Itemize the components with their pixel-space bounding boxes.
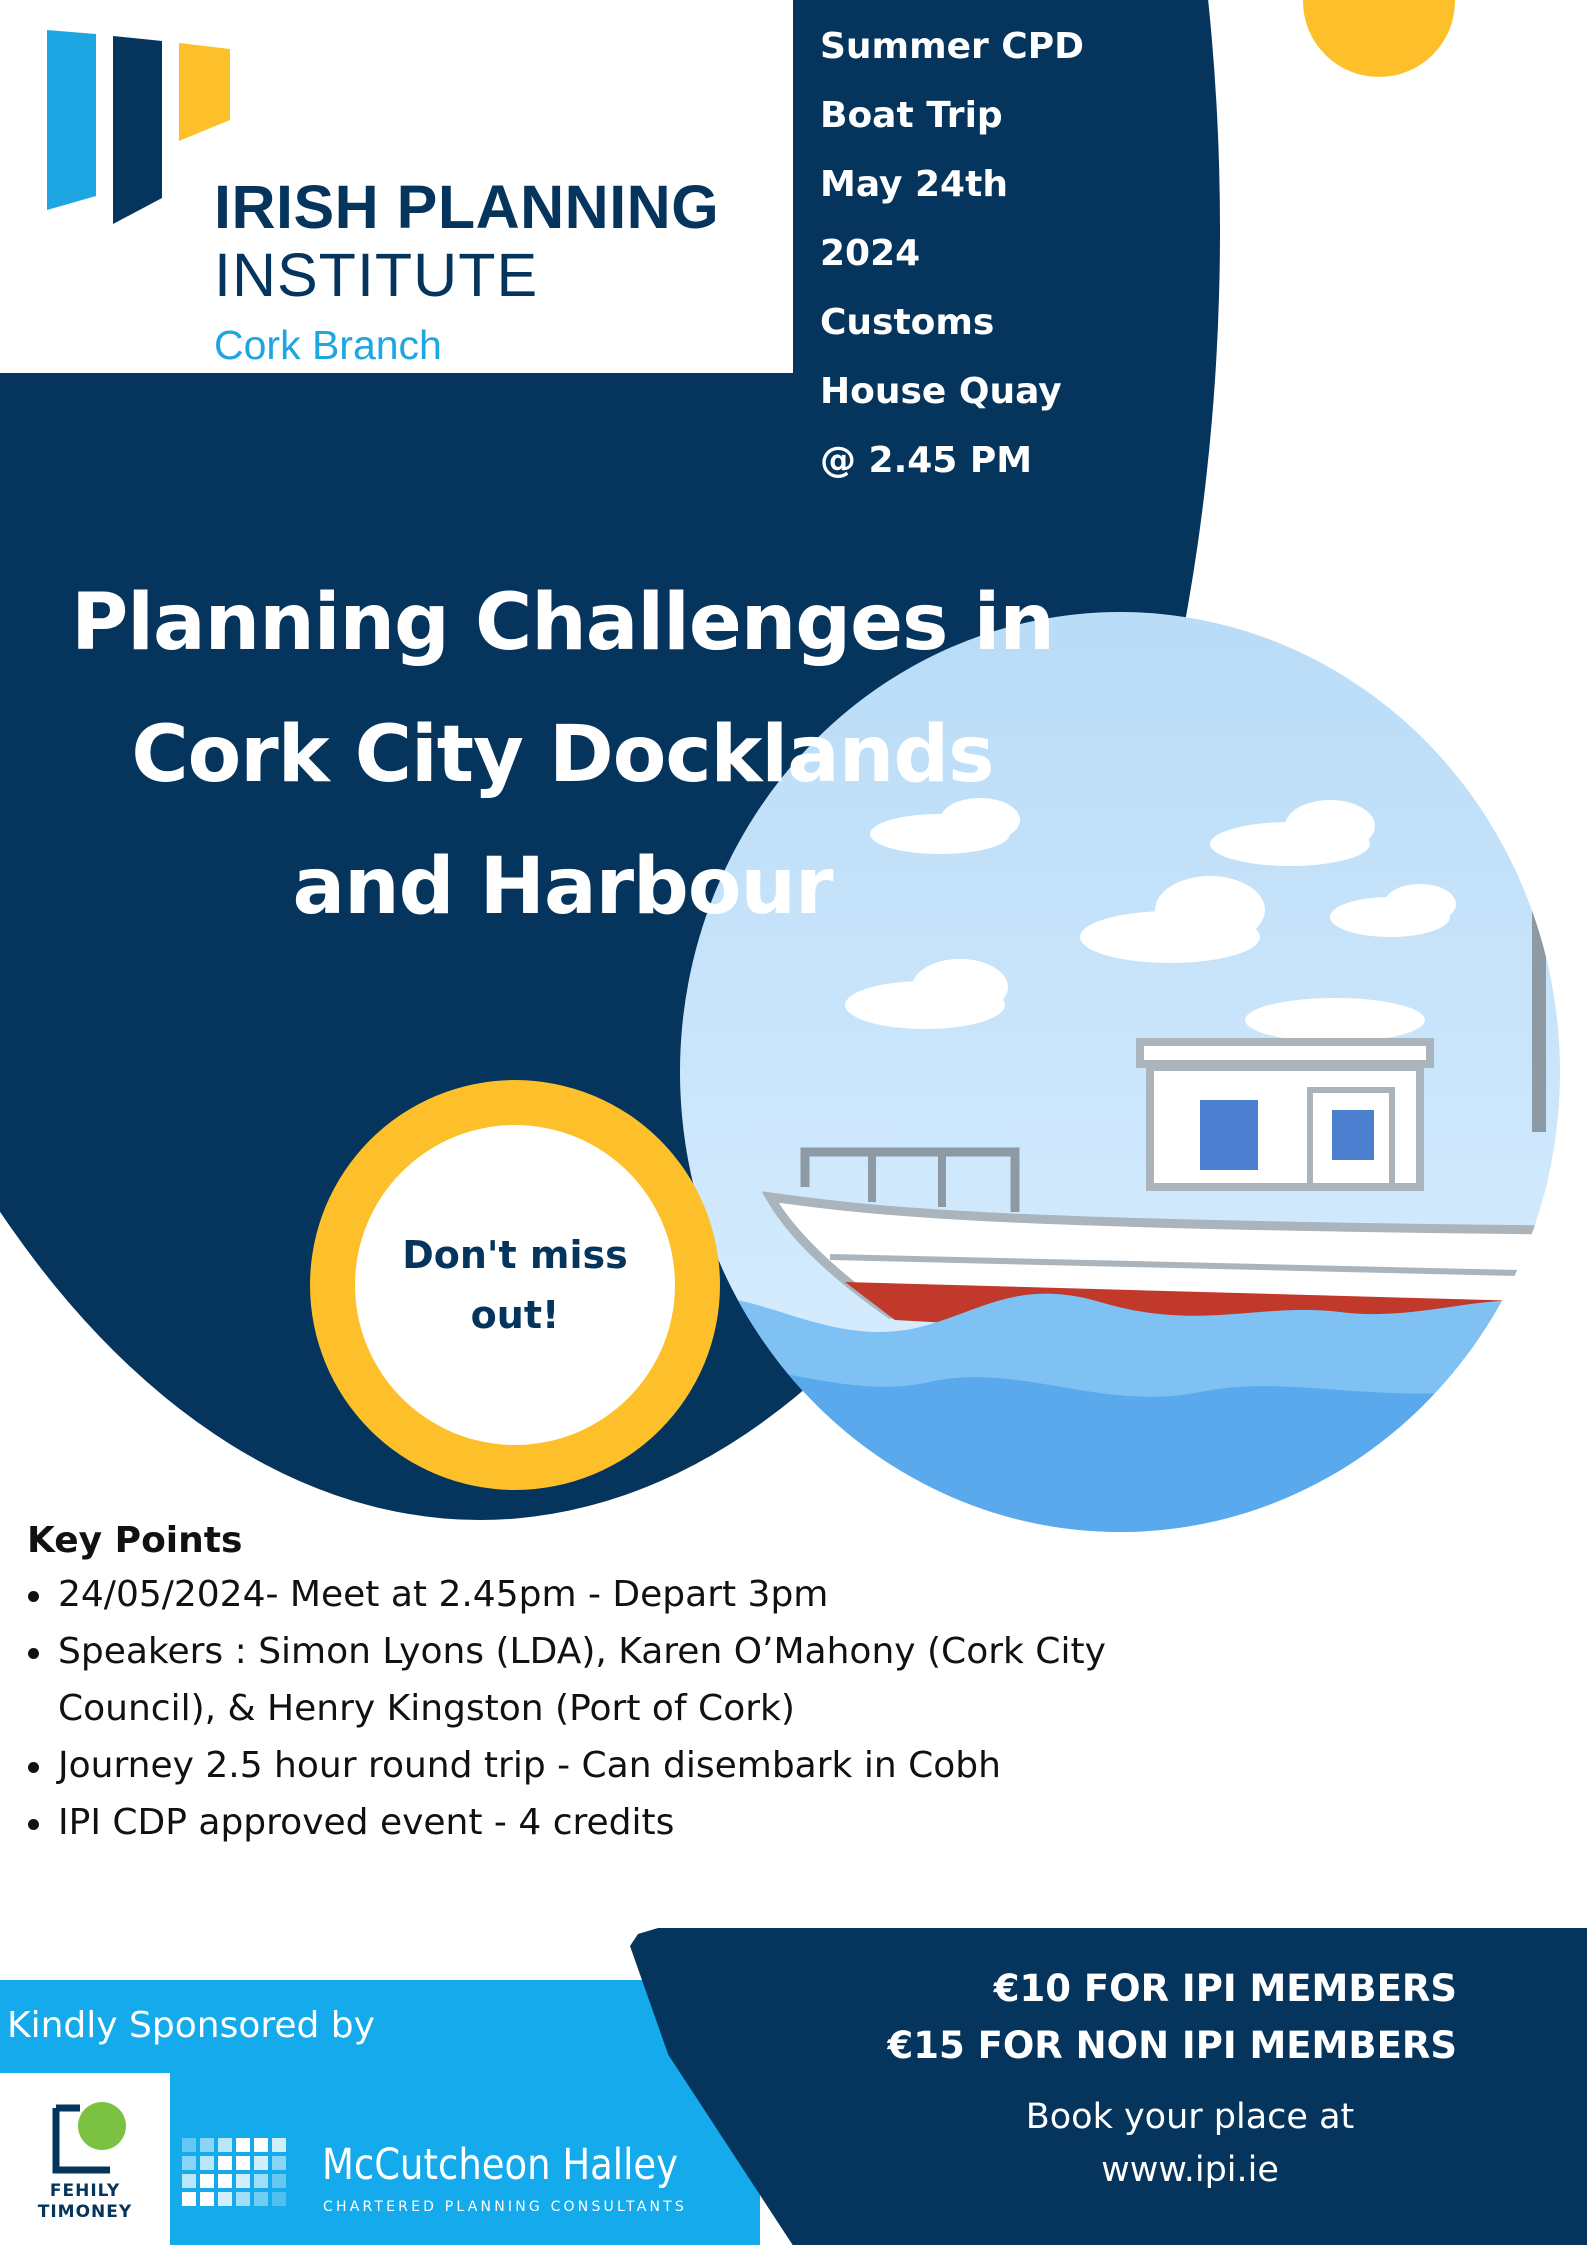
event-line: @ 2.45 PM [820,440,1033,481]
dont-miss-badge [310,1080,720,1490]
booking-link[interactable]: www.ipi.ie [1101,2150,1279,2190]
key-points-list [27,1566,1267,1851]
mccutcheon-halley-tagline: CHARTERED PLANNING CONSULTANTS [323,2199,688,2215]
logo-panel [0,0,793,373]
list-item: IPI CDP approved event - 4 credits [27,1794,1267,1851]
headline-line: and Harbour [292,842,833,932]
event-line: House Quay [820,371,1062,412]
fehily-timoney-logo [0,2073,170,2245]
badge-text [310,1080,720,1490]
key-points-heading: Key Points [27,1520,243,1561]
logo-title: IRISH PLANNING [214,173,720,241]
headline-line: Planning Challenges in [71,578,1054,668]
logo-branch: Cork Branch [214,322,442,368]
headline-line: Cork City Docklands [131,710,994,800]
event-line: Boat Trip [820,95,1003,136]
sponsor1-line: FEHILY [49,2181,121,2201]
mccutcheon-halley-name: McCutcheon Halley [322,2140,678,2190]
event-line: Summer CPD [820,26,1084,67]
price-non-members: €15 FOR NON IPI MEMBERS [887,2024,1457,2067]
event-details [820,12,1120,495]
sponsor-label: Kindly Sponsored by [7,2005,375,2046]
fehily-timoney-logo-mark [50,2098,130,2178]
logo-subtitle: INSTITUTE [214,241,539,309]
sun-circle [1303,0,1455,77]
list-item: Journey 2.5 hour round trip - Can disembark in Cobh [27,1737,1267,1794]
list-item: 24/05/2024- Meet at 2.45pm - Depart 3pm [27,1566,1267,1623]
main-headline [0,557,1125,953]
mast [1532,787,1546,1132]
event-line: Customs [820,302,995,343]
ipi-logo-mark [44,28,234,233]
list-item: Speakers : Simon Lyons (LDA), Karen O’Mahony (Cork City Council), & Henry Kingston (Port of Cork) [27,1623,1267,1737]
price-members: €10 FOR IPI MEMBERS [993,1967,1457,2010]
mccutcheon-halley-logo-mark [182,2138,302,2223]
sponsor1-line: TIMONEY [37,2202,133,2222]
badge-line: out! [470,1293,560,1337]
event-line: May 24th [820,164,1008,205]
event-line: 2024 [820,233,921,274]
booking-text: Book your place at [1025,2097,1355,2137]
badge-line: Don't miss [402,1233,628,1277]
